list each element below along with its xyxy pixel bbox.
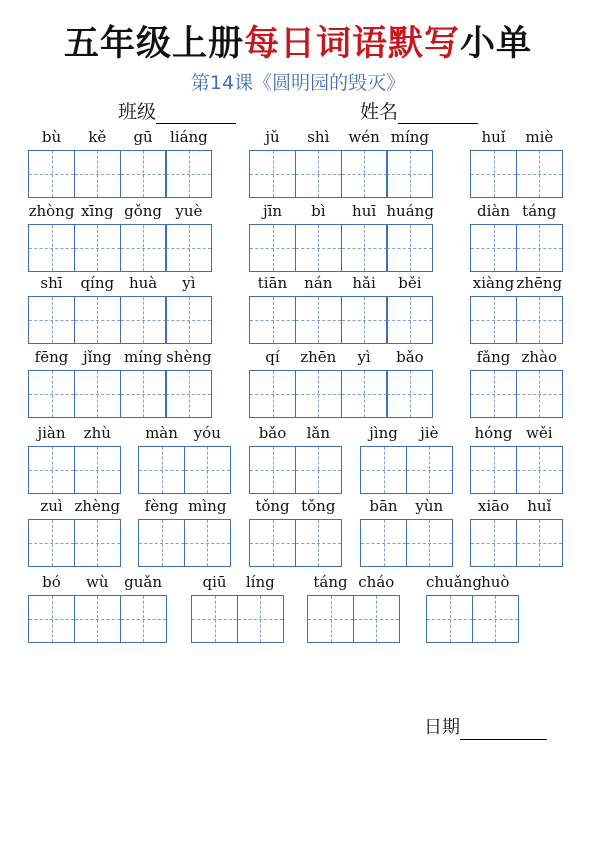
- pinyin-label: guǎn: [124, 573, 163, 591]
- pinyin-label: wén: [348, 128, 380, 146]
- pinyin-label: huáng: [386, 202, 434, 220]
- word-box: [426, 595, 519, 643]
- tianzige-cell[interactable]: [28, 370, 75, 418]
- pinyin-label: yùn: [415, 497, 444, 515]
- word-box: [470, 519, 563, 567]
- class-field: [118, 100, 236, 124]
- tianzige-cell[interactable]: [237, 595, 284, 643]
- word-box: [191, 595, 284, 643]
- word-box: [138, 519, 231, 567]
- tianzige-cell[interactable]: [28, 446, 75, 494]
- pinyin-label: bǎo: [258, 424, 287, 442]
- pinyin-label: fèng: [144, 497, 179, 515]
- pinyin-label: bù: [41, 128, 62, 146]
- title-grade: 五年级上册: [63, 24, 244, 64]
- word-box: [28, 296, 212, 344]
- word-box: [249, 370, 433, 418]
- pinyin-label: kě: [88, 128, 107, 146]
- pinyin-label: hǎi: [352, 274, 376, 292]
- word-box: [470, 150, 563, 198]
- pinyin-label: lǎn: [306, 424, 330, 442]
- word-box: [28, 224, 212, 272]
- pinyin-label: liáng: [169, 128, 208, 146]
- tianzige-cell[interactable]: [516, 519, 563, 567]
- tianzige-cell[interactable]: [353, 595, 400, 643]
- word-box: [470, 370, 563, 418]
- pinyin-label: líng: [245, 573, 275, 591]
- pinyin-label: màn: [145, 424, 178, 442]
- tianzige-cell[interactable]: [295, 370, 342, 418]
- pinyin-label: diàn: [476, 202, 510, 220]
- title-suffix: 小单: [460, 24, 533, 64]
- pinyin-label: xiàng: [472, 274, 515, 292]
- tianzige-cell[interactable]: [295, 224, 342, 272]
- pinyin-label: zhào: [521, 348, 558, 366]
- tianzige-cell[interactable]: [386, 150, 433, 198]
- tianzige-cell[interactable]: [516, 296, 563, 344]
- tianzige-cell[interactable]: [249, 370, 296, 418]
- pinyin-label: zhēng: [516, 274, 563, 292]
- word-box: [249, 296, 433, 344]
- tianzige-cell[interactable]: [470, 446, 517, 494]
- pinyin-label: jīn: [262, 202, 283, 220]
- class-label: 班级: [118, 101, 157, 123]
- tianzige-cell[interactable]: [406, 519, 453, 567]
- pinyin-label: shèng: [166, 348, 212, 366]
- tianzige-cell[interactable]: [295, 150, 342, 198]
- pinyin-label: tǒng: [255, 497, 290, 515]
- tianzige-cell[interactable]: [295, 296, 342, 344]
- pinyin-label: bó: [42, 573, 61, 591]
- pinyin-label: jìng: [369, 424, 398, 442]
- tianzige-cell[interactable]: [341, 370, 388, 418]
- tianzige-cell[interactable]: [295, 446, 342, 494]
- tianzige-cell[interactable]: [28, 296, 75, 344]
- tianzige-cell[interactable]: [516, 150, 563, 198]
- pinyin-label: bǎo: [396, 348, 424, 366]
- pinyin-label: gū: [133, 128, 153, 146]
- word-box: [249, 519, 342, 567]
- tianzige-cell[interactable]: [516, 446, 563, 494]
- pinyin-label: běi: [398, 274, 422, 292]
- tianzige-cell[interactable]: [184, 519, 231, 567]
- tianzige-cell[interactable]: [406, 446, 453, 494]
- tianzige-cell[interactable]: [74, 446, 121, 494]
- tianzige-cell[interactable]: [28, 519, 75, 567]
- pinyin-label: wěi: [526, 424, 553, 442]
- pinyin-label: jiè: [420, 424, 439, 442]
- pinyin-label: jiàn: [37, 424, 66, 442]
- name-label: 姓名: [360, 101, 399, 123]
- tianzige-cell[interactable]: [165, 224, 212, 272]
- pinyin-label: cháo: [358, 573, 395, 591]
- tianzige-cell[interactable]: [470, 224, 517, 272]
- pinyin-label: miè: [525, 128, 554, 146]
- tianzige-cell[interactable]: [28, 595, 75, 643]
- tianzige-cell[interactable]: [74, 595, 121, 643]
- tianzige-cell[interactable]: [28, 224, 75, 272]
- word-box: [470, 296, 563, 344]
- tianzige-cell[interactable]: [470, 296, 517, 344]
- pinyin-label: huǐ: [481, 128, 506, 146]
- pinyin-label: tǒng: [301, 497, 336, 515]
- pinyin-label: huī: [352, 202, 377, 220]
- word-box: [470, 224, 563, 272]
- tianzige-cell[interactable]: [249, 224, 296, 272]
- tianzige-cell[interactable]: [472, 595, 519, 643]
- pinyin-label: táng: [522, 202, 557, 220]
- pinyin-label: mìng: [188, 497, 227, 515]
- word-box: [28, 519, 121, 567]
- tianzige-cell[interactable]: [120, 224, 167, 272]
- tianzige-cell[interactable]: [74, 370, 121, 418]
- pinyin-label: gǒng: [124, 202, 163, 220]
- tianzige-cell[interactable]: [470, 370, 517, 418]
- tianzige-cell[interactable]: [516, 370, 563, 418]
- pinyin-label: qiū: [202, 573, 227, 591]
- tianzige-cell[interactable]: [341, 296, 388, 344]
- tianzige-cell[interactable]: [165, 296, 212, 344]
- tianzige-cell[interactable]: [165, 150, 212, 198]
- word-box: [249, 150, 433, 198]
- tianzige-cell[interactable]: [360, 519, 407, 567]
- tianzige-cell[interactable]: [386, 296, 433, 344]
- tianzige-cell[interactable]: [74, 296, 121, 344]
- pinyin-label: fēng: [34, 348, 69, 366]
- tianzige-cell[interactable]: [74, 224, 121, 272]
- pinyin-label: yuè: [175, 202, 203, 220]
- pinyin-label: yì: [357, 348, 371, 366]
- pinyin-label: bì: [311, 202, 326, 220]
- word-box: [307, 595, 400, 643]
- pinyin-label: yì: [182, 274, 196, 292]
- tianzige-cell[interactable]: [426, 595, 473, 643]
- pinyin-label: wù: [86, 573, 109, 591]
- tianzige-cell[interactable]: [138, 519, 185, 567]
- pinyin-label: jǐng: [82, 348, 112, 366]
- word-box: [360, 519, 453, 567]
- word-box: [249, 224, 433, 272]
- pinyin-label: huò: [481, 573, 510, 591]
- tianzige-cell[interactable]: [138, 446, 185, 494]
- pinyin-label: shì: [307, 128, 330, 146]
- tianzige-cell[interactable]: [184, 446, 231, 494]
- lesson-subtitle: 第14课《圆明园的毁灭》: [190, 72, 406, 94]
- pinyin-label: tiān: [257, 274, 288, 292]
- tianzige-cell[interactable]: [307, 595, 354, 643]
- date-blank[interactable]: [460, 719, 547, 740]
- tianzige-cell[interactable]: [470, 150, 517, 198]
- pinyin-label: nán: [304, 274, 333, 292]
- pinyin-label: zhòng: [28, 202, 75, 220]
- date-field: [424, 716, 547, 740]
- word-box: [28, 370, 212, 418]
- tianzige-cell[interactable]: [386, 370, 433, 418]
- pinyin-label: qíng: [80, 274, 115, 292]
- word-box: [28, 150, 212, 198]
- tianzige-cell[interactable]: [249, 296, 296, 344]
- pinyin-label: bān: [369, 497, 398, 515]
- word-box: [470, 446, 563, 494]
- word-box: [28, 595, 167, 643]
- class-blank[interactable]: [156, 103, 236, 124]
- tianzige-cell[interactable]: [120, 370, 167, 418]
- pinyin-label: zhù: [83, 424, 111, 442]
- tianzige-cell[interactable]: [360, 446, 407, 494]
- tianzige-cell[interactable]: [249, 519, 296, 567]
- tianzige-cell[interactable]: [516, 224, 563, 272]
- name-field: [360, 100, 478, 124]
- tianzige-cell[interactable]: [120, 150, 167, 198]
- pinyin-label: huà: [128, 274, 158, 292]
- pinyin-label: hóng: [474, 424, 513, 442]
- pinyin-label: xīng: [81, 202, 114, 220]
- tianzige-cell[interactable]: [120, 296, 167, 344]
- tianzige-cell[interactable]: [191, 595, 238, 643]
- pinyin-label: zhèng: [74, 497, 121, 515]
- word-box: [138, 446, 231, 494]
- pinyin-label: zhēn: [300, 348, 337, 366]
- tianzige-cell[interactable]: [470, 519, 517, 567]
- tianzige-cell[interactable]: [120, 595, 167, 643]
- tianzige-cell[interactable]: [74, 519, 121, 567]
- pinyin-label: huǐ: [527, 497, 552, 515]
- tianzige-cell[interactable]: [386, 224, 433, 272]
- tianzige-cell[interactable]: [249, 150, 296, 198]
- word-box: [249, 446, 342, 494]
- pinyin-label: xiāo: [477, 497, 510, 515]
- pinyin-label: yóu: [193, 424, 221, 442]
- pinyin-label: míng: [123, 348, 163, 366]
- page-title: [0, 22, 596, 66]
- tianzige-cell[interactable]: [165, 370, 212, 418]
- pinyin-label: zuì: [40, 497, 63, 515]
- pinyin-label: shī: [40, 274, 63, 292]
- date-label: 日期: [424, 717, 460, 738]
- pinyin-label: míng: [390, 128, 430, 146]
- name-blank[interactable]: [398, 103, 478, 124]
- title-highlight: 每日词语默写: [243, 24, 460, 64]
- pinyin-label: táng: [313, 573, 348, 591]
- word-box: [28, 446, 121, 494]
- tianzige-cell[interactable]: [295, 519, 342, 567]
- tianzige-cell[interactable]: [249, 446, 296, 494]
- pinyin-label: fǎng: [476, 348, 511, 366]
- tianzige-cell[interactable]: [74, 150, 121, 198]
- tianzige-cell[interactable]: [28, 150, 75, 198]
- tianzige-cell[interactable]: [341, 224, 388, 272]
- pinyin-label: qí: [265, 348, 280, 366]
- word-box: [360, 446, 453, 494]
- pinyin-label: jǔ: [265, 128, 280, 146]
- tianzige-cell[interactable]: [341, 150, 388, 198]
- pinyin-label: chuǎng: [426, 573, 482, 591]
